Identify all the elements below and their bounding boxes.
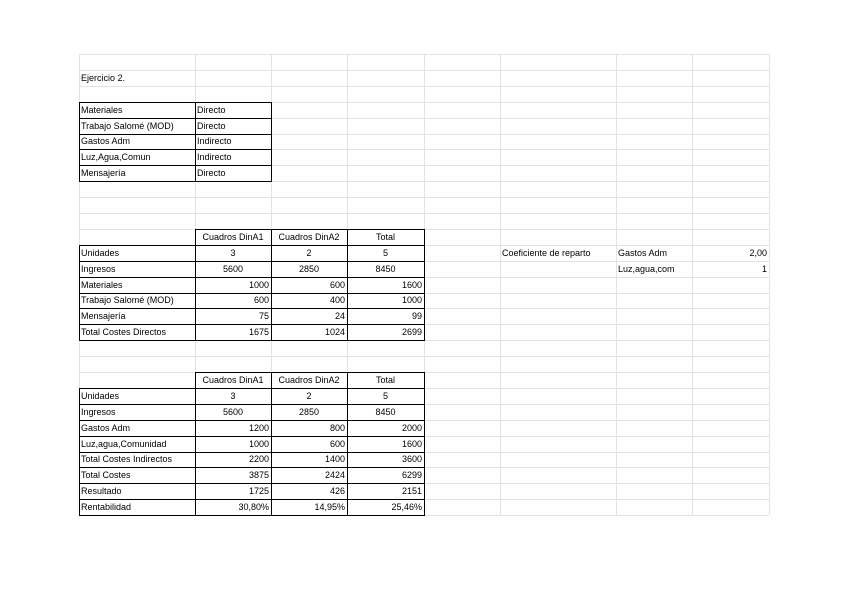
table-cell-concept: Mensajería	[81, 168, 126, 178]
column-header: Cuadros DinA1	[202, 375, 264, 385]
table-cell-value: 1675	[248, 327, 269, 337]
table-cell-value: 600	[329, 280, 345, 290]
gridline-horizontal	[79, 86, 769, 87]
gridline-horizontal	[79, 229, 769, 230]
table-cell-value: 25,46%	[391, 502, 422, 512]
table-cell-value: 3	[230, 248, 236, 258]
table-cell-value: 8450	[375, 407, 396, 417]
table-cell-type: Directo	[197, 121, 226, 131]
gridline-vertical	[692, 54, 693, 515]
gridline-horizontal	[79, 197, 769, 198]
table-cell-value: 426	[329, 486, 345, 496]
table-cell-value: 600	[253, 295, 269, 305]
gridline-horizontal	[79, 372, 769, 373]
table-cell-value: 5	[382, 391, 388, 401]
table-cell-value: 1600	[401, 439, 422, 449]
column-header: Cuadros DinA2	[278, 232, 340, 242]
row-label: Unidades	[81, 248, 120, 258]
table-cell-concept: Materiales	[81, 105, 123, 115]
table-cell-value: 2699	[401, 327, 422, 337]
column-header: Total	[375, 232, 395, 242]
table-cell-value: 5	[382, 248, 388, 258]
coefficient-value: 2,00	[749, 248, 767, 258]
table-cell-value: 99	[411, 311, 422, 321]
table-cell-value: 3875	[248, 470, 269, 480]
row-label: Mensajería	[81, 311, 126, 321]
gridline-horizontal	[79, 356, 769, 357]
column-header: Total	[375, 375, 395, 385]
table-cell-type: Indirecto	[197, 152, 232, 162]
table-cell-value: 1000	[248, 280, 269, 290]
coefficient-value: 1	[761, 264, 767, 274]
table-cell-type: Directo	[197, 105, 226, 115]
row-label: Ingresos	[81, 264, 116, 274]
coefficient-name: Gastos Adm	[618, 248, 668, 258]
table-cell-value: 30,80%	[238, 502, 269, 512]
row-label: Materiales	[81, 280, 123, 290]
column-header: Cuadros DinA1	[202, 232, 264, 242]
gridline-horizontal	[79, 515, 769, 516]
table-cell-value: 14,95%	[314, 502, 345, 512]
table-cell-value: 2	[306, 391, 312, 401]
table-cell-concept: Gastos Adm	[81, 136, 131, 146]
table-cell-value: 75	[258, 311, 269, 321]
row-label: Gastos Adm	[81, 423, 131, 433]
table-cell-value: 400	[329, 295, 345, 305]
table-cell-concept: Trabajo Salomé (MOD)	[81, 121, 174, 131]
table-cell-value: 2850	[298, 264, 320, 274]
row-label: Unidades	[81, 391, 120, 401]
table-cell-value: 24	[334, 311, 345, 321]
gridline-vertical	[616, 54, 617, 515]
table-cell-value: 5600	[222, 264, 244, 274]
table-cell-value: 2000	[401, 423, 422, 433]
coefficient-label: Coeficiente de reparto	[502, 248, 591, 258]
gridline-horizontal	[79, 181, 769, 182]
gridline-horizontal	[79, 213, 769, 214]
row-label: Luz,agua,Comunidad	[81, 439, 167, 449]
row-label: Resultado	[81, 486, 122, 496]
gridline-horizontal	[79, 54, 769, 55]
row-label: Total Costes Indirectos	[81, 454, 173, 464]
table-cell-value: 3	[230, 391, 236, 401]
table-cell-value: 3600	[401, 454, 422, 464]
table-cell-value: 1000	[248, 439, 269, 449]
table-cell-value: 1000	[401, 295, 422, 305]
row-label: Rentabilidad	[81, 502, 132, 512]
gridline-vertical	[424, 54, 425, 515]
table-cell-value: 600	[329, 439, 345, 449]
table-cell-value: 800	[329, 423, 345, 433]
table-cell-value: 2151	[401, 486, 422, 496]
row-label: Total Costes	[81, 470, 131, 480]
gridline-horizontal	[79, 340, 769, 341]
table-cell-value: 2200	[248, 454, 269, 464]
table-cell-value: 8450	[375, 264, 396, 274]
table-cell-value: 2424	[324, 470, 345, 480]
table-cell-value: 1600	[401, 280, 422, 290]
gridline-vertical	[500, 54, 501, 515]
table-cell-value: 1725	[248, 486, 269, 496]
table-cell-value: 2850	[298, 407, 320, 417]
row-label: Trabajo Salomé (MOD)	[81, 295, 174, 305]
row-label: Ingresos	[81, 407, 116, 417]
table-cell-concept: Luz,Agua,Comun	[81, 152, 151, 162]
table-cell-value: 1024	[324, 327, 345, 337]
table-cell-type: Indirecto	[197, 136, 232, 146]
row-label: Total Costes Directos	[81, 327, 167, 337]
gridline-vertical	[769, 54, 770, 515]
table-cell-value: 2	[306, 248, 312, 258]
table-cell-type: Directo	[197, 168, 226, 178]
column-header: Cuadros DinA2	[278, 375, 340, 385]
page-title: Ejercicio 2.	[81, 73, 126, 83]
coefficient-name: Luz,agua,com	[618, 264, 675, 274]
table-cell-value: 6299	[401, 470, 422, 480]
table-cell-value: 1400	[324, 454, 345, 464]
table-cell-value: 1200	[248, 423, 269, 433]
table-cell-value: 5600	[222, 407, 244, 417]
